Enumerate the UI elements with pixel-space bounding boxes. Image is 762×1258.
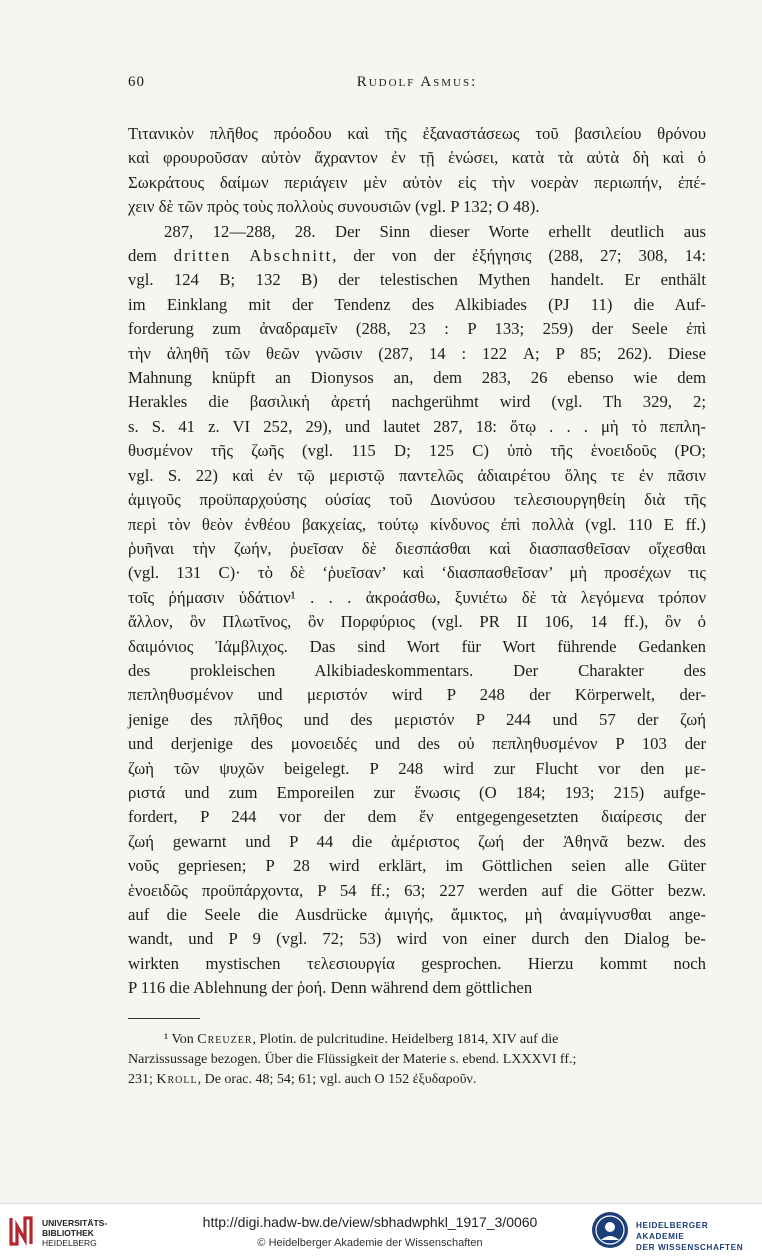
paragraph-1 bbox=[128, 122, 706, 220]
academy-seal-icon bbox=[592, 1212, 628, 1248]
text-line: im Einklang mit der Tendenz des Alkibiades (PJ 11) die Auf- bbox=[128, 294, 706, 314]
footnote-text: , Plotin. de pulcritudine. Heidelberg 1814, XIV auf die bbox=[252, 1032, 559, 1047]
text-line: des prokleischen Alkibiadeskommentars. Der Charakter des bbox=[128, 660, 706, 680]
text-line: θυσμένον τῆς ζωῆς (vgl. 115 D; 125 C) ὑπὸ τῆς ἑνοειδοῦς (PO; bbox=[128, 441, 706, 461]
text-line: s. S. 41 z. VI 252, 29), und lautet 287, 18: ὅτῳ . . . μὴ τὸ πεπλη- bbox=[128, 416, 706, 436]
text-line: und derjenige des μονοειδές und des οὐ πεπληθυσμένον P 103 der bbox=[128, 734, 706, 754]
text-line: πεπληθυσμένον und μεριστόν wird P 248 der Körperwelt, der- bbox=[128, 685, 706, 705]
text-line: ἑνοειδῶς προϋπάρχοντα, P 54 ff.; 63; 227 werden auf die Götter bezw. bbox=[128, 880, 706, 900]
body-text bbox=[128, 122, 706, 1001]
text-line: ριστά und zum Emporeilen zur ἕνωσις (O 184; 193; 215) aufge- bbox=[128, 782, 706, 802]
text-line: vgl. 124 B; 132 B) der telestischen Mythen handelt. Er enthält bbox=[128, 270, 706, 290]
text-line: ζωὴ τῶν ψυχῶν beigelegt. P 248 wird zur Flucht vor den με- bbox=[128, 758, 706, 778]
running-head: Rudolf Asmus: bbox=[356, 74, 478, 90]
text-line: vgl. S. 22) καὶ ἐν τῷ μεριστῷ παντελῶς ἀδιαιρέτου ὅλης τε ἐν πᾶσιν bbox=[128, 465, 706, 485]
text-line: fordert, P 244 vor der dem ἕν entgegengesetzten διαίρεσις der bbox=[128, 807, 706, 827]
text-line: χειν δὲ τῶν πρὸς τοὺς πολλοὺς συνουσιῶν (vgl. P 132; O 48). bbox=[128, 197, 540, 217]
text-line: ἄλλον, ὃν Πλωτῖνος, ὃν Πορφύριος (vgl. PR II 106, 14 ff.), ὃν ὁ bbox=[128, 612, 706, 632]
library-logo-icon bbox=[8, 1214, 34, 1248]
footnote-rule bbox=[128, 1018, 200, 1019]
text-line: (vgl. 131 C)· τὸ δὲ ‘ῥυεῖσαν’ καὶ ‘διασπασθεῖσαν’ μὴ προσέχων τις bbox=[128, 563, 706, 583]
text-line: τὴν ἀληθῆ τῶν θεῶν γνῶσιν (287, 14 : 122 A; P 85; 262). Diese bbox=[128, 343, 706, 363]
text-line: auf die Seele die Ausdrücke ἀμιγής, ἄμικτος, μὴ ἀναμίγνυσθαι ange- bbox=[128, 905, 706, 924]
text-line: wandt, und P 9 (vgl. 72; 53) wird von einer durch den Dialog be- bbox=[128, 929, 706, 949]
copyright-notice: © Heidelberger Akademie der Wissenschaften bbox=[257, 1237, 483, 1249]
text-line: περὶ τὸν θεὸν ἐνθέου βακχείας, τούτῳ κίνδυνος ἐπὶ πολλὰ (vgl. 110 E ff.) bbox=[128, 514, 706, 534]
text-line: Σωκράτους δαίμων περιάγειν μὲν αὐτὸν εἰς τὴν νοερὰν περιωπήν, ἐπέ- bbox=[128, 172, 706, 192]
text-line: δαιμόνιος Ἰάμβλιχος. Das sind Wort für Wort führende Gedanken bbox=[128, 636, 706, 656]
text-line: 287, 12—288, 28. Der Sinn dieser Worte erhellt deutlich aus bbox=[164, 221, 706, 241]
text-line: ζωή gewarnt und P 44 die ἀμέριστος ζωή der Ἀθηνᾶ bezw. des bbox=[128, 831, 706, 851]
paragraph-2 bbox=[128, 220, 706, 1001]
text-line: dem dritten Abschnitt, der von der ἐξήγησις (288, 27; 308, 14: bbox=[128, 246, 707, 266]
text-line: ῥυῆναι τὴν ζωήν, ῥυεῖσαν δὲ διεσπάσθαι καὶ διασπασθεῖσαν οἴχεσθαι bbox=[128, 538, 706, 558]
text-line: Herakles die βασιλικὴ ἀρετή nachgerühmt wird (vgl. Th 329, 2; bbox=[128, 392, 706, 412]
footnote-line bbox=[128, 1070, 706, 1090]
footnote-text: , De orac. 48; 54; 61; vgl. auch O 152 ἐξυδαροῦν. bbox=[197, 1072, 477, 1087]
academy-logo[interactable] bbox=[592, 1210, 758, 1254]
text-line: forderung zum ἀναδραμεῖν (288, 23 : P 133; 259) der Seele ἐπὶ bbox=[128, 319, 706, 339]
text-line: jenige des πλῆθος und des μεριστόν P 244 und 57 der ζωή bbox=[128, 709, 706, 729]
academy-name-line: HEIDELBERGER AKADEMIE bbox=[636, 1221, 709, 1241]
library-name-line: BIBLIOTHEK bbox=[42, 1228, 94, 1238]
university-library-logo[interactable] bbox=[8, 1212, 148, 1252]
author-creuzer: Creuzer bbox=[197, 1032, 253, 1047]
emphasized-text: dritten Abschnitt bbox=[173, 246, 333, 266]
text-line: wirkten mystischen τελεσιουργία gesprochen. Hierzu kommt noch bbox=[128, 953, 706, 973]
footnote-1 bbox=[128, 1030, 706, 1050]
page-number: 60 bbox=[128, 74, 145, 90]
footnote-line: Narzissussage bezogen. Über die Flüssigkeit der Materie s. ebend. LXXXVI ff.; bbox=[128, 1052, 577, 1067]
academy-name-line: DER WISSENSCHAFTEN bbox=[636, 1243, 744, 1252]
permalink-url[interactable]: http://digi.hadw-bw.de/view/sbhadwphkl_1917_3/0060 bbox=[202, 1214, 538, 1230]
page-header bbox=[128, 74, 706, 98]
text-line: Τιτανικὸν πλῆθος πρόοδου καὶ τῆς ἐξαναστάσεως τοῦ βασιλείου θρόνου bbox=[128, 124, 706, 143]
viewer-footer bbox=[0, 1203, 762, 1258]
text-line: Mahnung knüpft an Dionysos an, dem 283, 26 ebenso wie dem bbox=[128, 368, 706, 388]
text-line: καὶ φρουροῦσαν αὐτὸν ἄχραντον ἐν τῇ ἑνώσει, κατὰ τὰ αὐτὰ δὴ καὶ ὁ bbox=[128, 148, 706, 168]
footnote-text: 231; bbox=[128, 1072, 157, 1087]
text-line: νοῦς gepriesen; P 28 wird erklärt, im Göttlichen seien alle Güter bbox=[128, 856, 706, 876]
author-kroll: Kroll bbox=[156, 1072, 198, 1087]
library-name-line: HEIDELBERG bbox=[42, 1238, 97, 1248]
footnote-prefix: Von bbox=[171, 1032, 198, 1047]
library-name-line: UNIVERSITÄTS- bbox=[42, 1218, 108, 1228]
text-line: τοῖς ῥήμασιν ὑδάτιον¹ . . . ἀκροάσθω, ξυνιέτω δὲ τὰ λεγόμενα τρόπον bbox=[128, 587, 706, 607]
text-line: P 116 die Ablehnung der ῥοή. Denn während dem göttlichen bbox=[128, 978, 533, 998]
text-line: ἀμιγοῦς προϋπαρχούσης οὐσίας τοῦ Διονύσου τελεσιουργηθείη διὰ τῆς bbox=[128, 490, 706, 510]
footnote-marker: ¹ bbox=[164, 1032, 169, 1047]
footnotes bbox=[128, 1030, 706, 1090]
